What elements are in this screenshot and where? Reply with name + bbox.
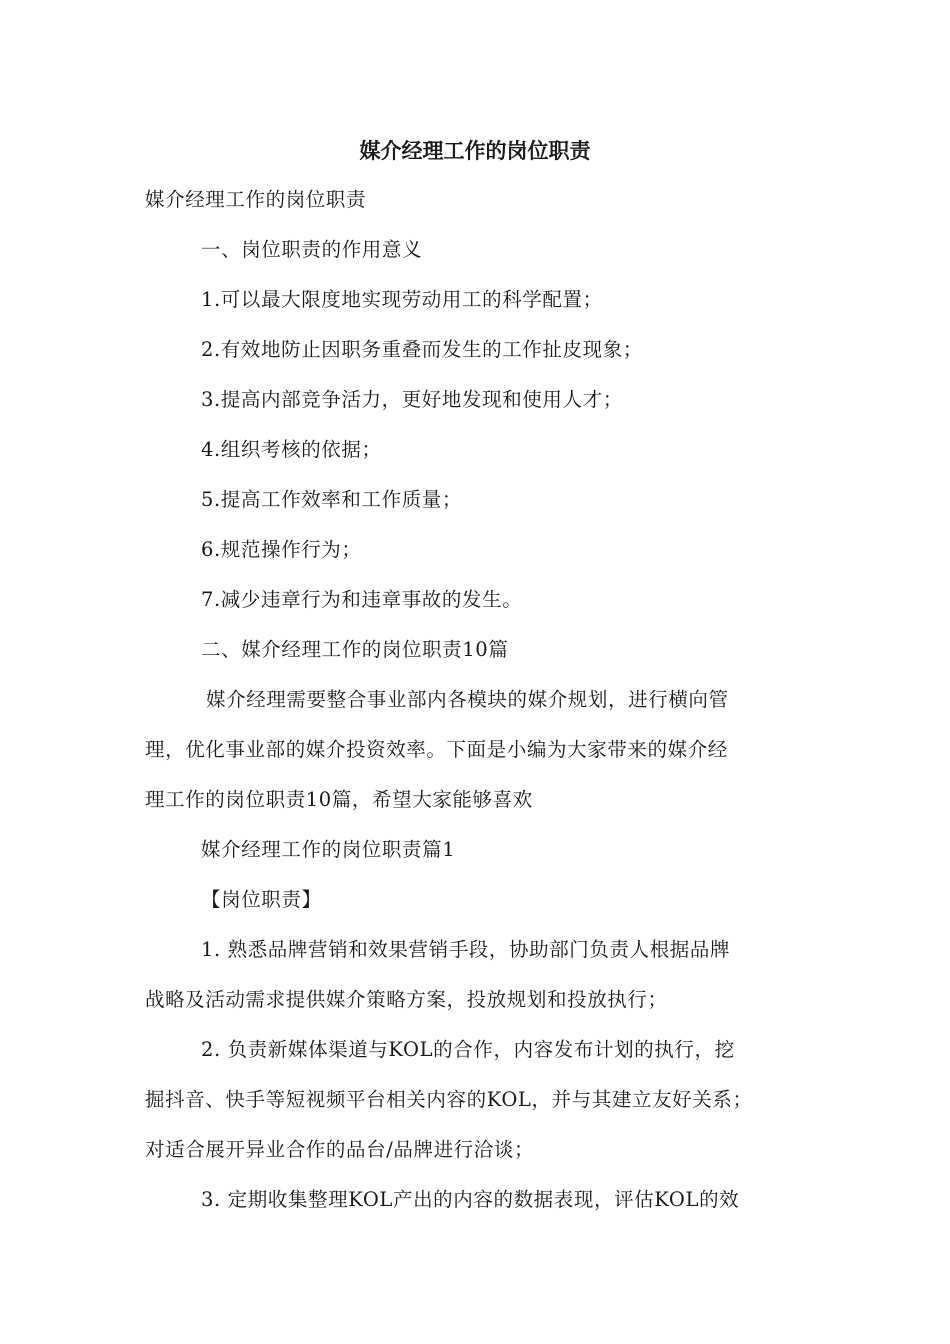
- list-item-1: 1.可以最大限度地实现劳动用工的科学配置；: [201, 288, 603, 311]
- duty-item-2-cont: 掘抖音、快手等短视频平台相关内容的KOL，并与其建立友好关系；: [145, 1088, 753, 1111]
- duty-item-2: 2. 负责新媒体渠道与KOL的合作，内容发布计划的执行，挖: [201, 1038, 735, 1061]
- bracket-heading: 【岗位职责】: [201, 888, 322, 911]
- duty-item-1-cont: 战略及活动需求提供媒介策略方案，投放规划和投放执行；: [145, 988, 668, 1011]
- subtitle-line: 媒介经理工作的岗位职责: [145, 188, 367, 211]
- duty-item-3: 3. 定期收集整理KOL产出的内容的数据表现，评估KOL的效: [201, 1188, 740, 1211]
- paragraph-line: 理，优化事业部的媒介投资效率。下面是小编为大家带来的媒介经: [145, 738, 728, 761]
- subsection-heading: 媒介经理工作的岗位职责篇1: [201, 838, 456, 861]
- list-item-4: 4.组织考核的依据；: [201, 438, 382, 461]
- list-item-3: 3.提高内部竞争活力，更好地发现和使用人才；: [201, 388, 623, 411]
- duty-item-1: 1. 熟悉品牌营销和效果营销手段，协助部门负责人根据品牌: [201, 938, 731, 961]
- paragraph-line: 媒介经理需要整合事业部内各模块的媒介规划，进行横向管: [206, 688, 729, 711]
- list-item-2: 2.有效地防止因职务重叠而发生的工作扯皮现象；: [201, 338, 643, 361]
- list-item-7: 7.减少违章行为和违章事故的发生。: [201, 588, 523, 611]
- section-heading-2: 二、媒介经理工作的岗位职责10篇: [201, 638, 509, 661]
- list-item-5: 5.提高工作效率和工作质量；: [201, 488, 463, 511]
- paragraph-line: 理工作的岗位职责10篇，希望大家能够喜欢: [145, 788, 533, 811]
- duty-item-2-cont: 对适合展开异业合作的品台/品牌进行洽谈；: [145, 1138, 535, 1161]
- document-title: 媒介经理工作的岗位职责: [359, 139, 591, 163]
- section-heading-1: 一、岗位职责的作用意义: [201, 238, 423, 261]
- list-item-6: 6.规范操作行为；: [201, 538, 362, 561]
